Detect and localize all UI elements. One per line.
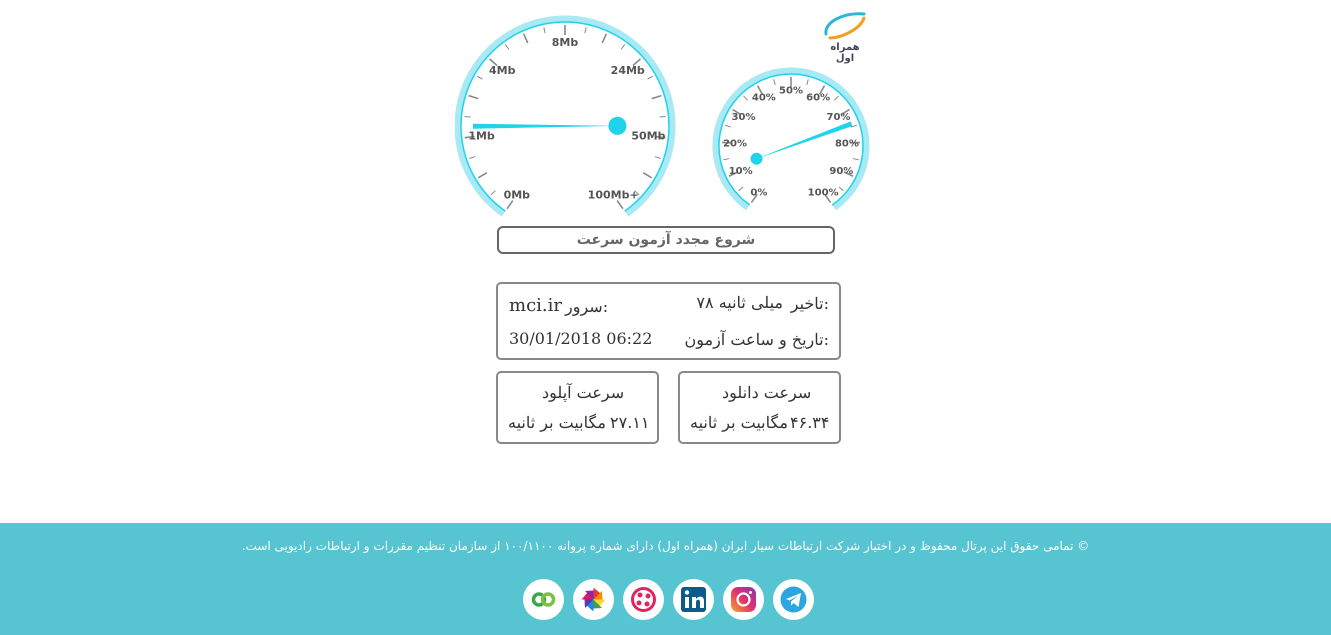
ping-gauge-tick xyxy=(839,187,844,191)
ping-gauge-tick xyxy=(807,79,809,85)
ping-gauge-tick-label: 50% xyxy=(779,85,803,97)
ping-gauge-tick xyxy=(853,159,859,160)
download-gauge-tick xyxy=(544,27,545,33)
download-gauge-tick-label: 50Mb xyxy=(631,129,666,143)
restart-test-button[interactable]: شروع مجدد آزمون سرعت xyxy=(497,226,835,254)
download-speed-box xyxy=(678,371,841,444)
ping-gauge xyxy=(710,66,872,220)
download-gauge-tick xyxy=(469,96,479,99)
download-gauge-tick xyxy=(585,27,586,33)
ping-gauge-tick-label: 70% xyxy=(826,111,851,123)
instagram-icon[interactable] xyxy=(723,579,764,620)
ping-gauge-tick-label: 80% xyxy=(834,138,859,150)
telegram-icon[interactable] xyxy=(773,579,814,620)
download-gauge-tick xyxy=(602,34,606,43)
ping-gauge-tick xyxy=(834,96,838,100)
footer xyxy=(0,523,1331,635)
download-gauge-tick xyxy=(464,116,470,117)
server-value: mci.ir xyxy=(509,295,562,316)
download-title: سرعت دانلود xyxy=(722,383,812,402)
download-gauge-tick xyxy=(524,34,528,43)
latency-label: تاخیر: xyxy=(790,294,829,313)
download-gauge-tick xyxy=(617,201,623,209)
ping-gauge-tick xyxy=(744,96,748,100)
upload-speed-box xyxy=(496,371,659,444)
ping-gauge-tick-label: 100% xyxy=(807,187,839,199)
download-value: ۴۶.۳۴ xyxy=(790,413,830,432)
download-gauge-tick-label: 1Mb xyxy=(468,129,495,143)
brand-logo xyxy=(820,8,870,64)
bisphone-icon[interactable] xyxy=(523,579,564,620)
download-gauge-tick-label: 0Mb xyxy=(503,188,531,202)
download-gauge-tick xyxy=(621,45,625,50)
download-gauge-tick xyxy=(655,157,661,159)
ping-gauge-tick-label: 60% xyxy=(806,92,831,104)
aparat-icon[interactable] xyxy=(623,579,664,620)
ping-gauge-tick xyxy=(739,187,744,191)
download-gauge-tick xyxy=(478,173,487,178)
ping-gauge-tick xyxy=(723,159,729,160)
test-date-label: تاریخ و ساعت آزمون: xyxy=(684,330,829,349)
ping-gauge-tick xyxy=(725,125,731,127)
download-unit: مگابیت بر ثانیه xyxy=(690,413,788,432)
ping-gauge-tick-label: 0% xyxy=(750,187,768,199)
test-date-value: 30/01/2018 06:22 xyxy=(509,329,653,348)
download-gauge-tick xyxy=(491,191,495,195)
download-gauge-tick-label: 100Mb+ xyxy=(587,188,639,202)
download-gauge-needle-hub xyxy=(608,117,626,135)
download-gauge-tick xyxy=(469,157,475,159)
upload-value: ۲۷.۱۱ xyxy=(610,413,650,432)
ping-gauge-tick-label: 30% xyxy=(731,111,756,123)
download-gauge-tick-label: 24Mb xyxy=(610,64,645,78)
download-gauge-tick-label: 8Mb xyxy=(551,35,579,49)
brand-logo-text: همراه اول xyxy=(830,42,860,64)
server-label: سرور: xyxy=(565,297,609,316)
gallery-icon[interactable] xyxy=(573,579,614,620)
download-gauge-tick xyxy=(660,116,666,117)
download-gauge-tick xyxy=(505,45,509,50)
upload-title: سرعت آپلود xyxy=(542,383,625,402)
download-gauge-tick xyxy=(648,76,653,79)
ping-gauge-tick-label: 10% xyxy=(728,166,753,178)
ping-gauge-tick-label: 40% xyxy=(751,92,776,104)
ping-gauge-tick xyxy=(774,79,776,85)
latency-value: ۷۸ میلی ثانیه xyxy=(696,293,783,312)
upload-unit: مگابیت بر ثانیه xyxy=(508,413,606,432)
download-gauge-needle xyxy=(473,124,617,129)
copyright-text: © تمامی حقوق این پرتال محفوظ و در اختیار شرکت ارتباطات سیار ایران (همراه اول) دارای شماره پروانه ۱۰۰/۱۱۰۰ از سازمان تنظیم مقررات و ارتباطات رادیویی است. xyxy=(241,539,1090,553)
linkedin-icon[interactable] xyxy=(673,579,714,620)
download-speed-gauge xyxy=(455,15,679,220)
download-gauge-tick xyxy=(643,173,652,178)
ping-gauge-tick-label: 20% xyxy=(723,138,748,150)
download-gauge-tick xyxy=(652,96,662,99)
test-info-panel xyxy=(496,282,841,360)
download-gauge-tick-label: 4Mb xyxy=(489,64,516,78)
download-gauge-tick xyxy=(477,76,482,79)
ping-gauge-tick-label: 90% xyxy=(829,166,854,178)
ping-gauge-needle-hub xyxy=(751,153,763,165)
download-gauge-tick xyxy=(507,201,513,209)
